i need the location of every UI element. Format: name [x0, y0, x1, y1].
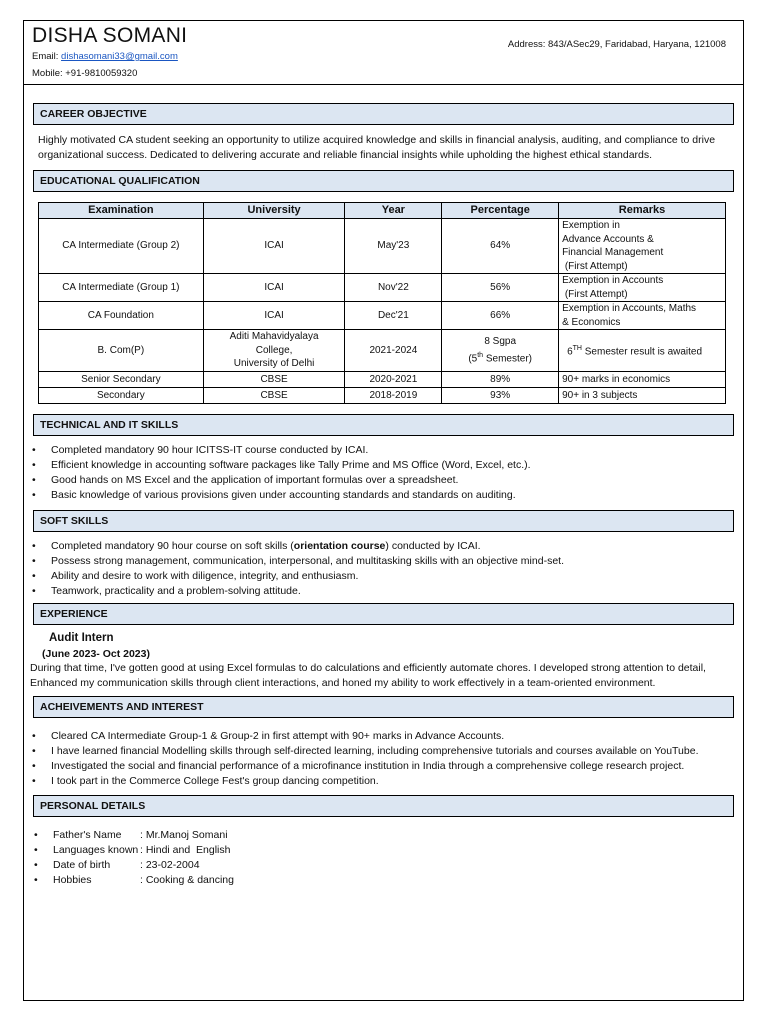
section-achievements: ACHEIVEMENTS AND INTEREST	[33, 696, 734, 718]
experience-description: During that time, I've gotten good at using Excel formulas to do calculations and efficiently automate chores. I developed strong attention to detail, Enhanced my communication skills through client interactions, and honed my ability to work effectively in a team-oriented environment.	[30, 662, 706, 689]
career-objective-text: Highly motivated CA student seeking an opportunity to utilize acquired knowledge and skills in financial analysis, auditing, and compliance to drive organizational success. Dedicated to delivering accurate and reliable financial insights while upholding the highest ethical standards.	[38, 134, 716, 161]
percentage-line	[445, 349, 555, 366]
section-experience: EXPERIENCE	[33, 603, 734, 625]
table-row	[39, 330, 726, 372]
cell-percentage: 66%	[442, 302, 559, 330]
cell-exam: B. Com(P)	[39, 330, 204, 372]
cell-year: May'23	[345, 219, 442, 274]
list-item: • Completed mandatory 90 hour ICITSS-IT course conducted by ICAI.	[32, 443, 531, 458]
cell-year: 2021-2024	[345, 330, 442, 372]
cell-university: ICAI	[203, 274, 345, 302]
remarks-line: & Economics	[562, 316, 621, 328]
cell-exam: CA Foundation	[39, 302, 204, 330]
remarks-sup: TH	[572, 345, 582, 353]
personal-detail-item	[34, 843, 234, 858]
cell-exam: Secondary	[39, 388, 204, 404]
soft-skill-text: ) conducted by ICAI.	[385, 540, 481, 552]
column-header: Year	[345, 203, 442, 219]
detail-label: Hobbies	[53, 874, 92, 886]
remarks-line: (First Attempt)	[562, 288, 628, 300]
resume-page	[23, 20, 744, 1001]
university-line: University of Delhi	[233, 358, 315, 370]
table-row	[39, 388, 726, 404]
table-row	[39, 372, 726, 388]
soft-skills-list	[32, 539, 564, 599]
section-personal-details: PERSONAL DETAILS	[33, 795, 734, 817]
list-item: • Good hands on MS Excel and the application of important formulas over a spreadsheet.	[32, 473, 531, 488]
remarks-line: Exemption in Accounts, Maths	[562, 303, 697, 314]
cell-exam: Senior Secondary	[39, 372, 204, 388]
job-title: Audit Intern	[49, 632, 114, 644]
cell-exam: CA Intermediate (Group 1)	[39, 274, 204, 302]
percentage-pre: (5	[468, 353, 478, 365]
cell-percentage: 56%	[442, 274, 559, 302]
university-line: Aditi Mahavidyalaya	[229, 331, 319, 343]
list-item: • Ability and desire to work with diligence, integrity, and enthusiasm.	[32, 569, 564, 584]
table-row	[39, 302, 726, 330]
list-item: • Teamwork, practicality and a problem-solving attitude.	[32, 584, 564, 599]
column-header: Percentage	[442, 203, 559, 219]
detail-value: : Hindi and English	[140, 844, 231, 856]
personal-detail-item	[34, 858, 234, 873]
list-item	[32, 539, 564, 554]
cell-year: Nov'22	[345, 274, 442, 302]
section-technical-skills: TECHNICAL AND IT SKILLS	[33, 414, 734, 436]
cell-remarks	[559, 330, 726, 372]
cell-remarks	[559, 219, 726, 274]
university-line: College,	[255, 344, 293, 356]
achievements-list	[32, 729, 699, 789]
candidate-name: DISHA SOMANI	[32, 24, 188, 47]
soft-skill-text: Completed mandatory 90 hour course on soft skills (	[51, 540, 294, 552]
technical-skills-list	[32, 443, 531, 503]
table-header-row	[39, 203, 726, 219]
column-header: Remarks	[559, 203, 726, 219]
section-education: EDUCATIONAL QUALIFICATION	[33, 170, 734, 192]
list-item: • Efficient knowledge in accounting software packages like Tally Prime and MS Office (Word, Excel, etc.).	[32, 458, 531, 473]
cell-percentage	[442, 330, 559, 372]
detail-label: Languages known	[53, 844, 139, 856]
section-soft-skills: SOFT SKILLS	[33, 510, 734, 532]
detail-value: : Mr.Manoj Somani	[140, 829, 228, 841]
column-header: University	[203, 203, 345, 219]
list-item: • I took part in the Commerce College Fest's group dancing competition.	[32, 774, 699, 789]
column-header: Examination	[39, 203, 204, 219]
detail-value: : 23-02-2004	[140, 859, 200, 871]
list-item: • Possess strong management, communication, interpersonal, and multitasking skills with an objective mind-set.	[32, 554, 564, 569]
remarks-line: (First Attempt)	[562, 260, 628, 272]
personal-detail-item	[34, 873, 234, 888]
cell-percentage: 89%	[442, 372, 559, 388]
cell-university: ICAI	[203, 302, 345, 330]
cell-university	[203, 330, 345, 372]
percentage-sup: th	[477, 351, 484, 359]
cell-year: 2018-2019	[345, 388, 442, 404]
list-item: • I have learned financial Modelling skills through self-directed learning, including comprehensive tutorials and courses available on YouTube.	[32, 744, 699, 759]
remarks-line: Exemption in Accounts	[562, 275, 664, 286]
email-link[interactable]: dishasomani33@gmail.com	[61, 51, 178, 62]
table-row	[39, 274, 726, 302]
address: Address: 843/ASec29, Faridabad, Haryana, 121008	[507, 39, 726, 50]
section-career-objective: CAREER OBJECTIVE	[33, 103, 734, 125]
list-item: • Basic knowledge of various provisions given under accounting standards and standards on auditing.	[32, 488, 531, 503]
cell-year: Dec'21	[345, 302, 442, 330]
header-divider	[24, 84, 743, 85]
remarks-line: Advance Accounts &	[562, 233, 654, 245]
remarks-post: Semester result is awaited	[581, 346, 703, 358]
personal-detail-item	[34, 828, 234, 843]
job-dates: (June 2023- Oct 2023)	[42, 648, 150, 660]
detail-value: : Cooking & dancing	[140, 874, 234, 886]
cell-remarks: 90+ marks in economics	[559, 372, 726, 388]
list-item: • Cleared CA Intermediate Group-1 & Group-2 in first attempt with 90+ marks in Advance Accounts.	[32, 729, 699, 744]
education-table	[38, 202, 726, 404]
cell-university: CBSE	[203, 388, 345, 404]
percentage-line: 8 Sgpa	[484, 336, 517, 348]
remarks-line: Financial Management	[562, 247, 664, 258]
cell-exam: CA Intermediate (Group 2)	[39, 219, 204, 274]
detail-label: Father's Name	[53, 829, 122, 841]
table-row	[39, 219, 726, 274]
cell-remarks	[559, 274, 726, 302]
email-label: Email:	[32, 51, 62, 62]
cell-remarks	[559, 302, 726, 330]
cell-remarks: 90+ in 3 subjects	[559, 388, 726, 404]
soft-skill-bold: orientation course	[293, 540, 386, 552]
personal-details-list	[34, 828, 234, 888]
mobile: Mobile: +91-9810059320	[32, 68, 138, 79]
cell-percentage: 93%	[442, 388, 559, 404]
cell-university: CBSE	[203, 372, 345, 388]
cell-year: 2020-2021	[345, 372, 442, 388]
remarks-pre: 6	[567, 346, 573, 358]
percentage-post: Semester)	[483, 353, 532, 365]
cell-university: ICAI	[203, 219, 345, 274]
cell-percentage: 64%	[442, 219, 559, 274]
detail-label: Date of birth	[53, 859, 111, 871]
remarks-line: Exemption in	[562, 220, 620, 231]
email-line	[32, 51, 178, 62]
list-item: • Investigated the social and financial performance of a microfinance institution in India through a comprehensive college research project.	[32, 759, 699, 774]
